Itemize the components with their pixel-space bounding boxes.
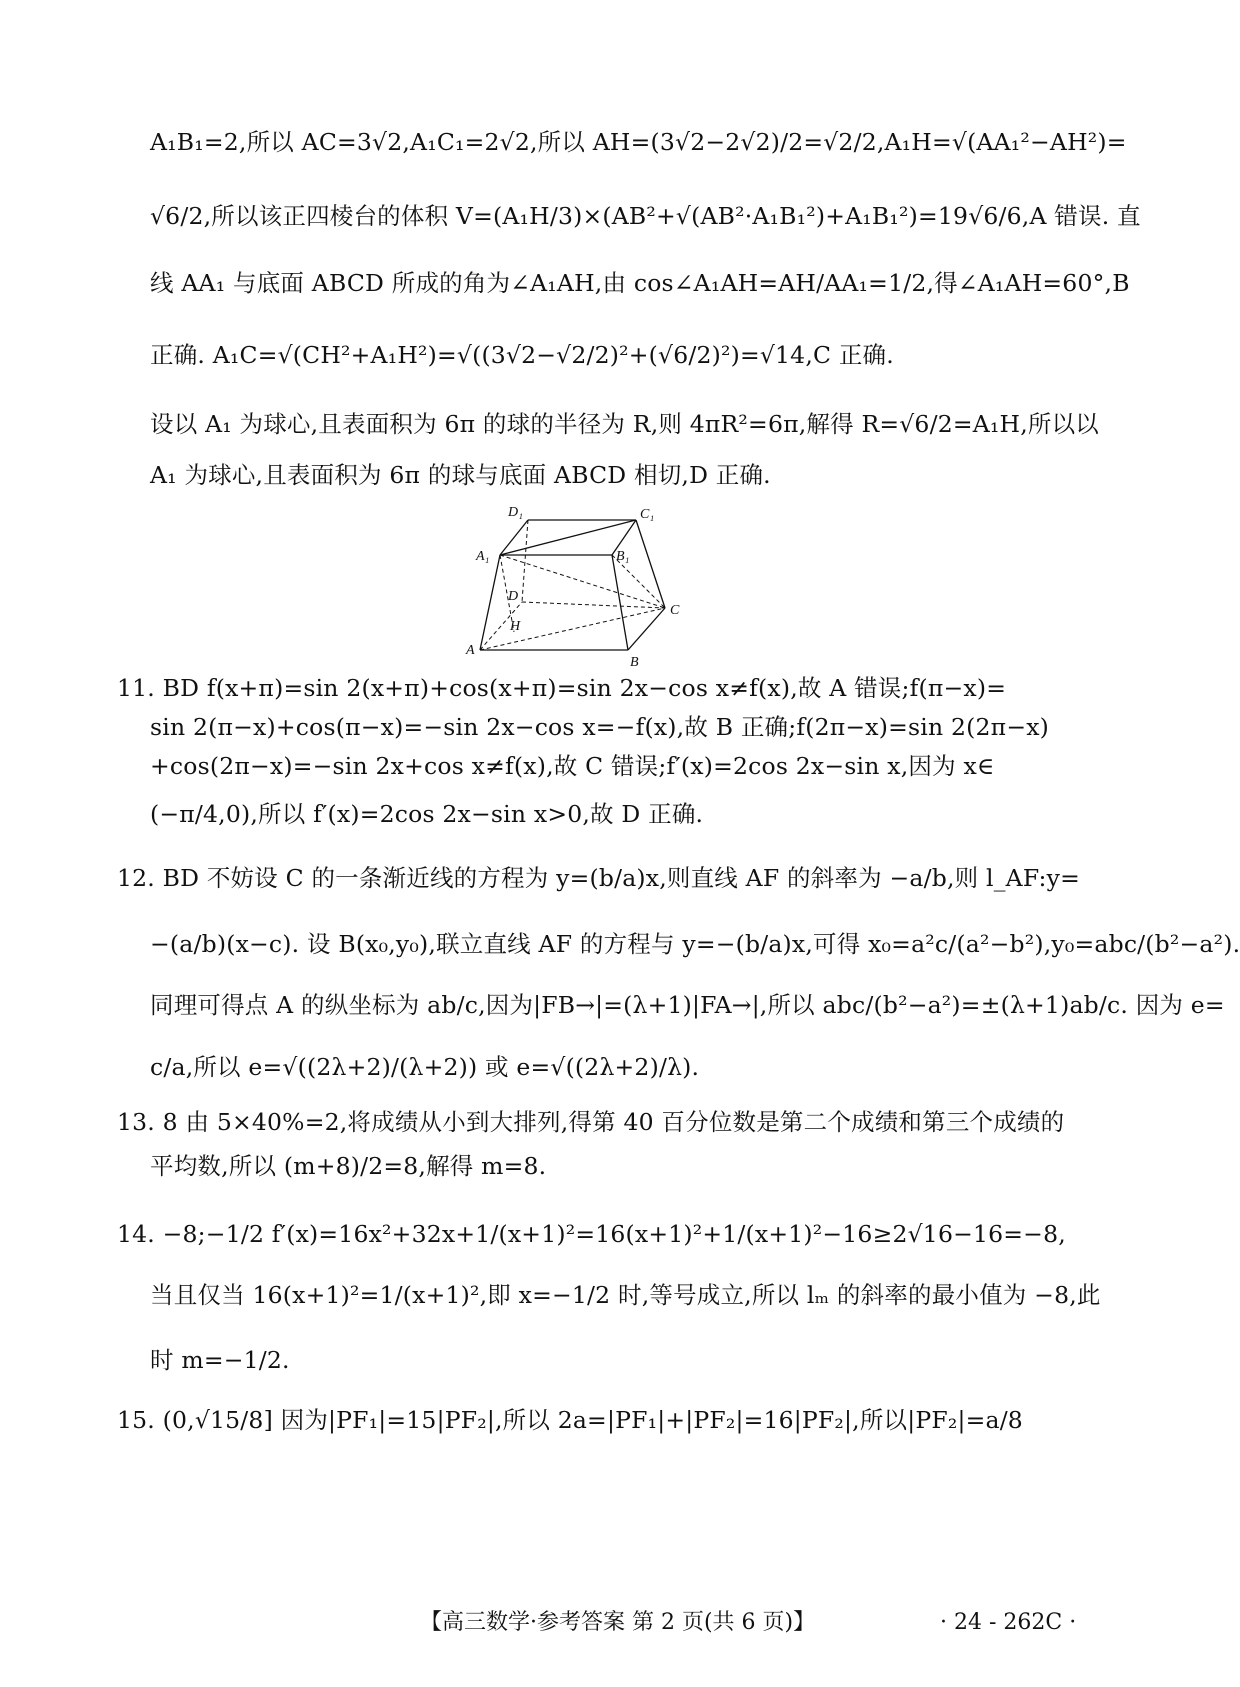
label-d: D xyxy=(508,589,519,604)
label-b1: B₁ xyxy=(616,549,630,564)
text-line: A₁ 为球心,且表面积为 6π 的球与底面 ABCD 相切,D 正确. xyxy=(150,461,771,489)
text-line: 平均数,所以 (m+8)/2=8,解得 m=8. xyxy=(150,1152,547,1180)
text-line: √6/2,所以该正四棱台的体积 V=(A₁H/3)×(AB²+√(AB²·A₁B₁²)+A₁B₁²)=19√6/6,A 错误. 直 xyxy=(150,202,1141,230)
text-line: c/a,所以 e=√((2λ+2)/(λ+2)) 或 e=√((2λ+2)/λ). xyxy=(150,1053,700,1081)
label-b: B xyxy=(630,655,639,670)
label-h: H xyxy=(510,619,521,634)
text-line: (−π/4,0),所以 f′(x)=2cos 2x−sin x>0,故 D 正确. xyxy=(150,800,704,828)
label-d1: D₁ xyxy=(508,505,523,520)
text-line: 同理可得点 A 的纵坐标为 ab/c,因为|FB→|=(λ+1)|FA→|,所以 abc/(b²−a²)=±(λ+1)ab/c. 因为 e= xyxy=(150,991,1225,1019)
text-line: 设以 A₁ 为球心,且表面积为 6π 的球的半径为 R,则 4πR²=6π,解得 R=√6/2=A₁H,所以以 xyxy=(150,410,1100,438)
text-line: 时 m=−1/2. xyxy=(150,1346,290,1374)
text-line: 13. 8 由 5×40%=2,将成绩从小到大排列,得第 40 百分位数是第二个成绩和第三个成绩的 xyxy=(117,1108,1065,1136)
text-line: +cos(2π−x)=−sin 2x+cos x≠f(x),故 C 错误;f′(x)=2cos 2x−sin x,因为 x∈ xyxy=(150,752,995,780)
text-line: 当且仅当 16(x+1)²=1/(x+1)²,即 x=−1/2 时,等号成立,所以 lₘ 的斜率的最小值为 −8,此 xyxy=(150,1281,1101,1309)
text-line: 12. BD 不妨设 C 的一条渐近线的方程为 y=(b/a)x,则直线 AF 的斜率为 −a/b,则 l_AF:y= xyxy=(117,864,1080,892)
text-line: 11. BD f(x+π)=sin 2(x+π)+cos(x+π)=sin 2x−cos x≠f(x),故 A 错误;f(π−x)= xyxy=(117,674,1007,702)
label-c: C xyxy=(670,603,680,618)
label-c1: C₁ xyxy=(640,507,655,522)
text-line: 线 AA₁ 与底面 ABCD 所成的角为∠A₁AH,由 cos∠A₁AH=AH/AA₁=1/2,得∠A₁AH=60°,B xyxy=(150,269,1130,297)
text-line: 15. (0,√15/8] 因为|PF₁|=15|PF₂|,所以 2a=|PF₁|+|PF₂|=16|PF₂|,所以|PF₂|=a/8 xyxy=(117,1406,1023,1434)
text-line: 14. −8;−1/2 f′(x)=16x²+32x+1/(x+1)²=16(x+1)²+1/(x+1)²−16≥2√16−16=−8, xyxy=(117,1220,1066,1248)
label-a1: A₁ xyxy=(476,549,490,564)
label-a: A xyxy=(466,643,475,658)
footer-code: · 24 - 262C · xyxy=(940,1610,1077,1635)
text-line: −(a/b)(x−c). 设 B(x₀,y₀),联立直线 AF 的方程与 y=−(b/a)x,可得 x₀=a²c/(a²−b²),y₀=abc/(b²−a²). xyxy=(150,930,1240,958)
footer-title: 【高三数学·参考答案 第 2 页(共 6 页)】 xyxy=(420,1610,816,1635)
text-line: A₁B₁=2,所以 AC=3√2,A₁C₁=2√2,所以 AH=(3√2−2√2)/2=√2/2,A₁H=√(AA₁²−AH²)= xyxy=(150,128,1127,156)
text-line: sin 2(π−x)+cos(π−x)=−sin 2x−cos x=−f(x),故 B 正确;f(2π−x)=sin 2(2π−x) xyxy=(150,713,1050,741)
text-line: 正确. A₁C=√(CH²+A₁H²)=√((3√2−√2/2)²+(√6/2)²)=√14,C 正确. xyxy=(150,341,894,369)
